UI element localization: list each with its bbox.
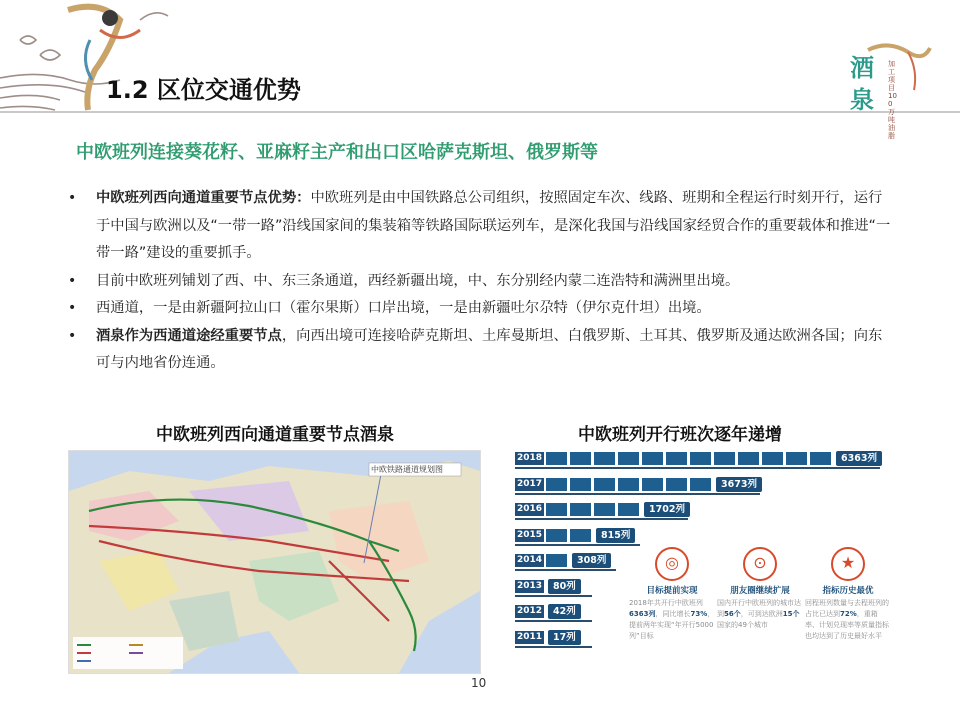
train-car [570, 452, 591, 465]
train-car [618, 452, 639, 465]
map-label: 中欧铁路通道规划图 [371, 465, 443, 474]
train-cars [546, 503, 642, 516]
stat-text-part: ，可到达欧洲 [740, 610, 783, 618]
train-track [515, 569, 616, 571]
train-track [515, 646, 592, 648]
train-car [594, 478, 615, 491]
train-panel-title: 中欧班列开行班次逐年递增 [578, 425, 782, 445]
section-subtitle: 中欧班列连接葵花籽、亚麻籽主产和出口区哈萨克斯坦、俄罗斯等 [76, 142, 598, 163]
train-car [546, 478, 567, 491]
train-car [642, 452, 663, 465]
train-count-label: 815列 [596, 528, 635, 543]
location-pin-icon: ⊙ [743, 547, 777, 581]
bullet-list [66, 185, 896, 378]
bullet-text: 西通道，一是由新疆阿拉山口（霍尔果斯）口岸出境，一是由新疆吐尔尕特（伊尔克什坦）出境。 [96, 300, 711, 316]
stat-block [805, 547, 891, 642]
stat-block [717, 547, 803, 631]
stat-text-part: 国内开行中欧班列的城市达到 [717, 599, 801, 618]
train-car [594, 503, 615, 516]
stat-text-part: 回程班列数量与去程班列的占比已达到 [805, 599, 889, 618]
bullet-item [66, 323, 896, 378]
stat-block [629, 547, 715, 642]
stat-highlight: 15个 [782, 610, 800, 618]
logo-small-text: 加工项目 100万吨油脂 [888, 60, 897, 140]
page-number: 10 [471, 676, 487, 690]
train-track [515, 620, 592, 622]
train-car [594, 452, 615, 465]
bullet-item [66, 268, 896, 296]
train-car [618, 478, 639, 491]
stat-text-part: ，提前两年实现“年开行5000列”目标 [629, 610, 715, 640]
stat-highlight: 56个 [724, 610, 741, 618]
train-year-label: 2012 [516, 606, 543, 616]
train-count-label: 6363列 [836, 451, 882, 466]
train-car [690, 478, 711, 491]
train-track [515, 518, 688, 520]
train-cars [546, 554, 570, 567]
target-icon: ◎ [655, 547, 689, 581]
train-car [666, 452, 687, 465]
train-count-label: 1702列 [644, 502, 690, 517]
train-car [618, 503, 639, 516]
train-car [570, 529, 591, 542]
train-cars [546, 529, 594, 542]
bullet-text: ，向西出境可连接哈萨克斯坦、土库曼斯坦、白俄罗斯、土耳其、俄罗斯及通达欧洲各国；向东可与内地省份连通。 [96, 327, 883, 371]
stat-title: 指标历史最优 [822, 586, 874, 596]
stat-text-part: ，重箱率、计划兑现率等质量指标也均达到了历史最好水平 [805, 610, 889, 640]
train-car [642, 478, 663, 491]
train-car [546, 503, 567, 516]
stat-text-part: 2018年共开行中欧班列 [629, 599, 703, 607]
train-track [515, 544, 640, 546]
train-count-label: 3673列 [716, 477, 762, 492]
map-panel-title: 中欧班列西向通道重要节点酒泉 [156, 425, 394, 445]
train-count-label: 42列 [548, 604, 581, 619]
stat-title: 朋友圈继续扩展 [730, 586, 790, 596]
logo-glyph-top: 酒 [850, 53, 874, 82]
brand-logo [848, 40, 938, 140]
train-car [546, 452, 567, 465]
stat-text [805, 598, 891, 642]
page-title: 1.2 区位交通优势 [106, 76, 301, 104]
train-car [738, 452, 759, 465]
train-car [810, 452, 831, 465]
train-car [762, 452, 783, 465]
train-car [570, 478, 591, 491]
train-year-label: 2013 [516, 580, 543, 591]
train-car [786, 452, 807, 465]
bullet-bold: 酒泉作为西通道途经重要节点 [96, 327, 282, 344]
stat-highlight: 6363列 [629, 610, 656, 618]
decorative-ornament [0, 0, 200, 125]
train-car [666, 478, 687, 491]
logo-glyph-bottom: 泉 [850, 85, 874, 114]
train-year-label: 2018 [516, 453, 543, 463]
star-icon: ★ [831, 547, 865, 581]
train-track [515, 467, 880, 469]
bullet-item [66, 295, 896, 323]
stat-text-part: ，同比增长 [655, 610, 691, 618]
map-graphic [69, 451, 480, 673]
bullet-item [66, 185, 896, 268]
train-track [515, 595, 592, 597]
train-year-label: 2017 [516, 478, 543, 489]
train-count-label: 308列 [572, 553, 611, 568]
train-car [690, 452, 711, 465]
bullet-text: 中欧班列是由中国铁路总公司组织，按照固定车次、线路、班期和全程运行时刻开行，运行于中国与欧洲以及“一带一路”沿线国家间的集装箱等铁路国际联运列车，是深化我国与沿线国家经贸合作的重要载体和推进“一带一路”建设的重要抓手。 [96, 190, 891, 261]
train-count-label: 17列 [548, 630, 581, 645]
train-year-label: 2011 [516, 631, 543, 642]
bullet-bold: 中欧班列西向通道重要节点优势： [96, 190, 311, 206]
train-car [546, 529, 567, 542]
train-cars [546, 478, 714, 491]
stat-text-part: 国家的49个城市 [717, 621, 768, 629]
stat-text [717, 598, 803, 631]
train-car [570, 503, 591, 516]
railway-map [68, 450, 481, 674]
train-car [714, 452, 735, 465]
stat-text [629, 598, 715, 642]
bullet-text: 目前中欧班列铺划了西、中、东三条通道，西经新疆出境，中、东分别经内蒙二连浩特和满洲里出境。 [96, 272, 740, 289]
train-count-label: 80列 [548, 579, 581, 594]
title-divider [0, 111, 960, 113]
stat-title: 目标提前实现 [646, 586, 698, 596]
train-year-label: 2014 [516, 555, 543, 565]
train-year-label: 2015 [516, 529, 543, 540]
train-car [546, 554, 567, 567]
train-year-label: 2016 [516, 504, 543, 514]
stat-highlight: 72% [840, 610, 857, 618]
train-cars [546, 452, 834, 465]
stat-highlight: 73% [690, 610, 708, 618]
train-growth-graphic [515, 452, 905, 662]
train-track [515, 493, 760, 495]
